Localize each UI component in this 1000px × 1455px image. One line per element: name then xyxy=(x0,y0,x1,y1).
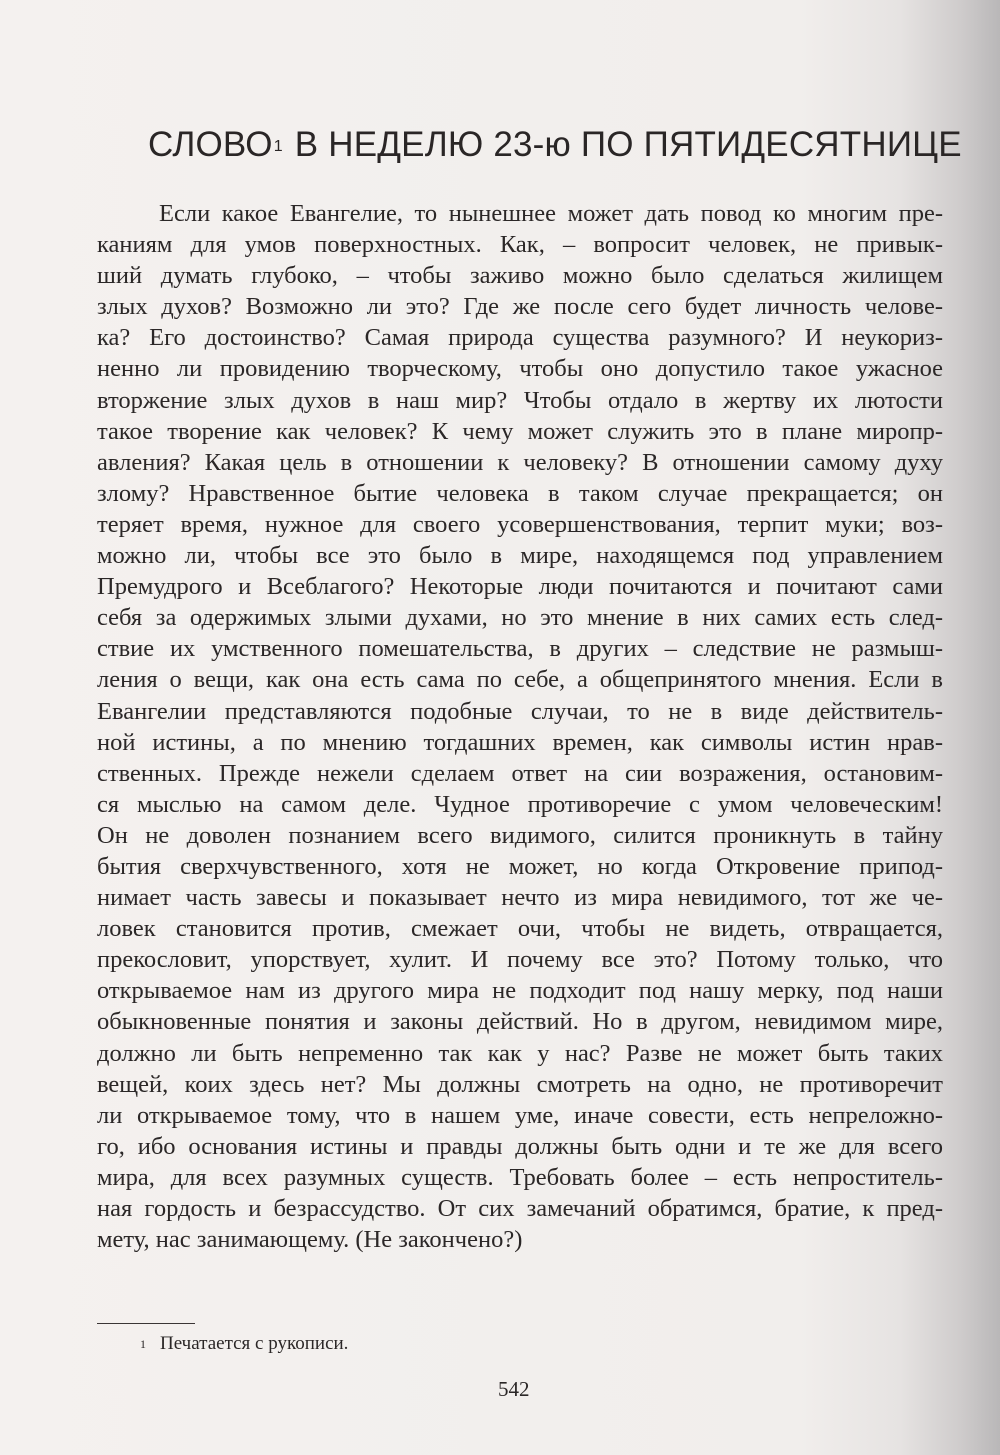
text-line: Если какое Евангелие, то нынешнее может дать повод ко многим пре- xyxy=(159,200,943,227)
page-title xyxy=(148,120,962,170)
text-line: такое творение как человек? К чему может служить это в плане миропр- xyxy=(97,417,943,445)
footnote-text: Печатается с рукописи. xyxy=(160,1333,349,1354)
text-line: ся мыслью на самом деле. Чудное противоречие с умом человеческим! xyxy=(97,790,943,818)
text-line: каниям для умов поверхностных. Как, – вопросит человек, не привык- xyxy=(97,231,943,259)
footnote-marker: 1 xyxy=(140,1337,146,1351)
text-line: ненно ли провидению творческому, чтобы оно допустило такое ужасное xyxy=(97,355,943,383)
title-prefix: СЛОВО xyxy=(148,125,273,164)
text-line: теряет время, нужное для своего усовершенствования, терпит муки; воз- xyxy=(97,510,943,538)
text-line: Премудрого и Всеблагого? Некоторые люди почитаются и почитают сами xyxy=(97,573,943,601)
text-line: ли открываемое тому, что в нашем уме, иначе совести, есть непреложно- xyxy=(97,1101,943,1129)
sermon-text xyxy=(97,198,943,1255)
title-suffix: В НЕДЕЛЮ 23-ю ПО ПЯТИДЕСЯТНИЦЕ xyxy=(284,125,962,164)
text-line: Он не доволен познанием всего видимого, силится проникнуть в тайну xyxy=(97,821,943,849)
text-line: ственных. Прежде нежели сделаем ответ на сии возражения, остановим- xyxy=(97,759,943,787)
text-line: себя за одержимых злыми духами, но это мнение в них самих есть след- xyxy=(97,604,943,632)
text-line: ловек становится против, смежает очи, чтобы не видеть, отвращается, xyxy=(97,915,943,943)
text-line: ления о вещи, как она есть сама по себе, а общепринятого мнения. Если в xyxy=(97,666,943,694)
text-line: Евангелии представляются подобные случаи, то не в виде действитель- xyxy=(97,697,943,725)
text-line: злому? Нравственное бытие человека в таком случае прекращается; он xyxy=(97,479,943,507)
text-line: вещей, коих здесь нет? Мы должны смотреть на одно, не противоречит xyxy=(97,1070,943,1098)
text-line: открываемое нам из другого мира не подходит под нашу мерку, под наши xyxy=(97,977,943,1005)
text-line: ший думать глубоко, – чтобы заживо можно было сделаться жилищем xyxy=(97,262,943,290)
text-line: мира, для всех разумных существ. Требовать более – есть непроститель- xyxy=(97,1163,943,1191)
title-footnote-ref: 1 xyxy=(273,138,283,155)
text-line: авления? Какая цель в отношении к человеку? В отношении самому духу xyxy=(97,448,943,476)
text-line: обыкновенные понятия и законы действий. Но в другом, невидимом мире, xyxy=(97,1008,943,1036)
text-line: можно ли, чтобы все это было в мире, находящемся под управлением xyxy=(97,542,943,570)
text-line: должно ли быть непременно так как у нас? Разве не может быть таких xyxy=(97,1039,943,1067)
text-line: ка? Его достоинство? Самая природа существа разумного? И неукориз- xyxy=(97,324,943,352)
footnote xyxy=(140,1330,348,1358)
text-line: го, ибо основания истины и правды должны быть одни и те же для всего xyxy=(97,1132,943,1160)
text-line: ной истины, а по мнению тогдашних времен, как символы истин нрав- xyxy=(97,728,943,756)
text-line: мету, нас занимающему. (Не закончено?) xyxy=(97,1226,523,1254)
footnote-separator xyxy=(97,1323,195,1324)
text-line: бытия сверхчувственного, хотя не может, но когда Откровение припод- xyxy=(97,852,943,880)
text-line: злых духов? Возможно ли это? Где же после сего будет личность челове- xyxy=(97,293,943,321)
text-line: прекословит, упорствует, хулит. И почему все это? Потому только, что xyxy=(97,946,943,974)
text-line: нимает часть завесы и показывает нечто из мира невидимого, тот же че- xyxy=(97,884,943,912)
text-line: ствие их умственного помешательства, в других – следствие не размыш- xyxy=(97,635,943,663)
page-number: 542 xyxy=(498,1377,530,1401)
text-line: вторжение злых духов в наш мир? Чтобы отдало в жертву их лютости xyxy=(97,386,943,414)
text-line: ная гордость и безрассудство. От сих замечаний обратимся, братие, к пред- xyxy=(97,1195,943,1222)
